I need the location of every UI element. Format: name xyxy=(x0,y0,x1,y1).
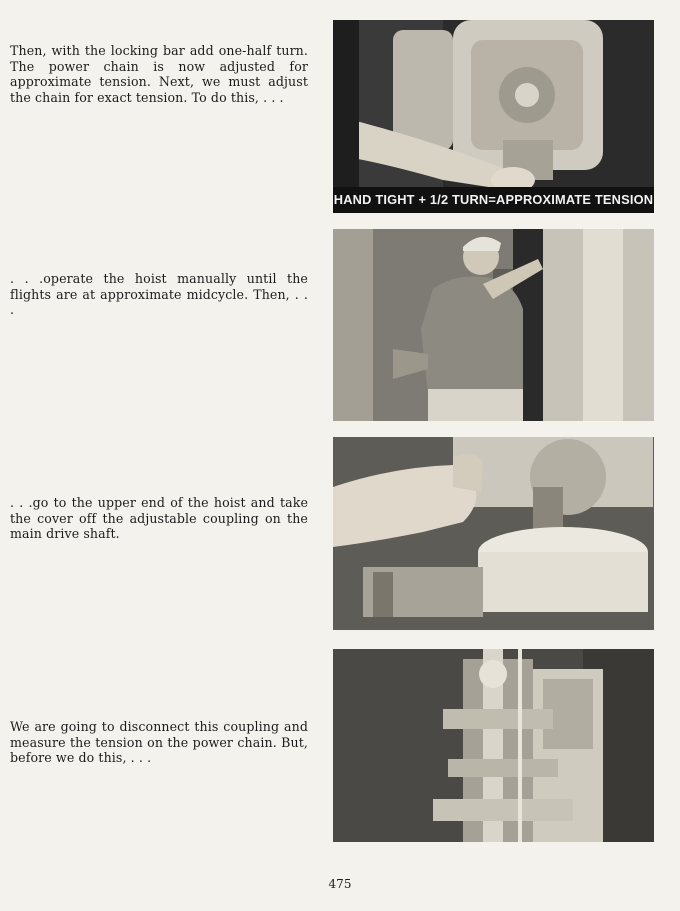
photo-hand-tightening xyxy=(333,20,654,213)
paragraph-upper-end: . . .go to the upper end of the hoist and take the cover off the adjustable coupling on the main drive shaft. xyxy=(10,495,308,541)
photo-drive-shaft-coupling xyxy=(333,649,654,842)
photo-coupling-cover xyxy=(333,437,654,630)
page-number: 475 xyxy=(328,877,352,891)
paragraph-operate-hoist: . . .operate the hoist manually until the flights are at approximate midcycle. Then, . . . xyxy=(10,271,308,317)
paragraph-disconnect-coupling: We are going to disconnect this coupling and measure the tension on the power chain. But, before we do this, . . . xyxy=(10,719,308,765)
photo-operating-hoist xyxy=(333,229,654,421)
photo-caption-approximate-tension: HAND TIGHT + 1/2 TURN=APPROXIMATE TENSION xyxy=(333,187,654,213)
paragraph-locking-bar: Then, with the locking bar add one-half turn. The power chain is now adjusted for approximate tension. Next, we must adjust the chain for exact tension. To do this, . . . xyxy=(10,43,308,105)
